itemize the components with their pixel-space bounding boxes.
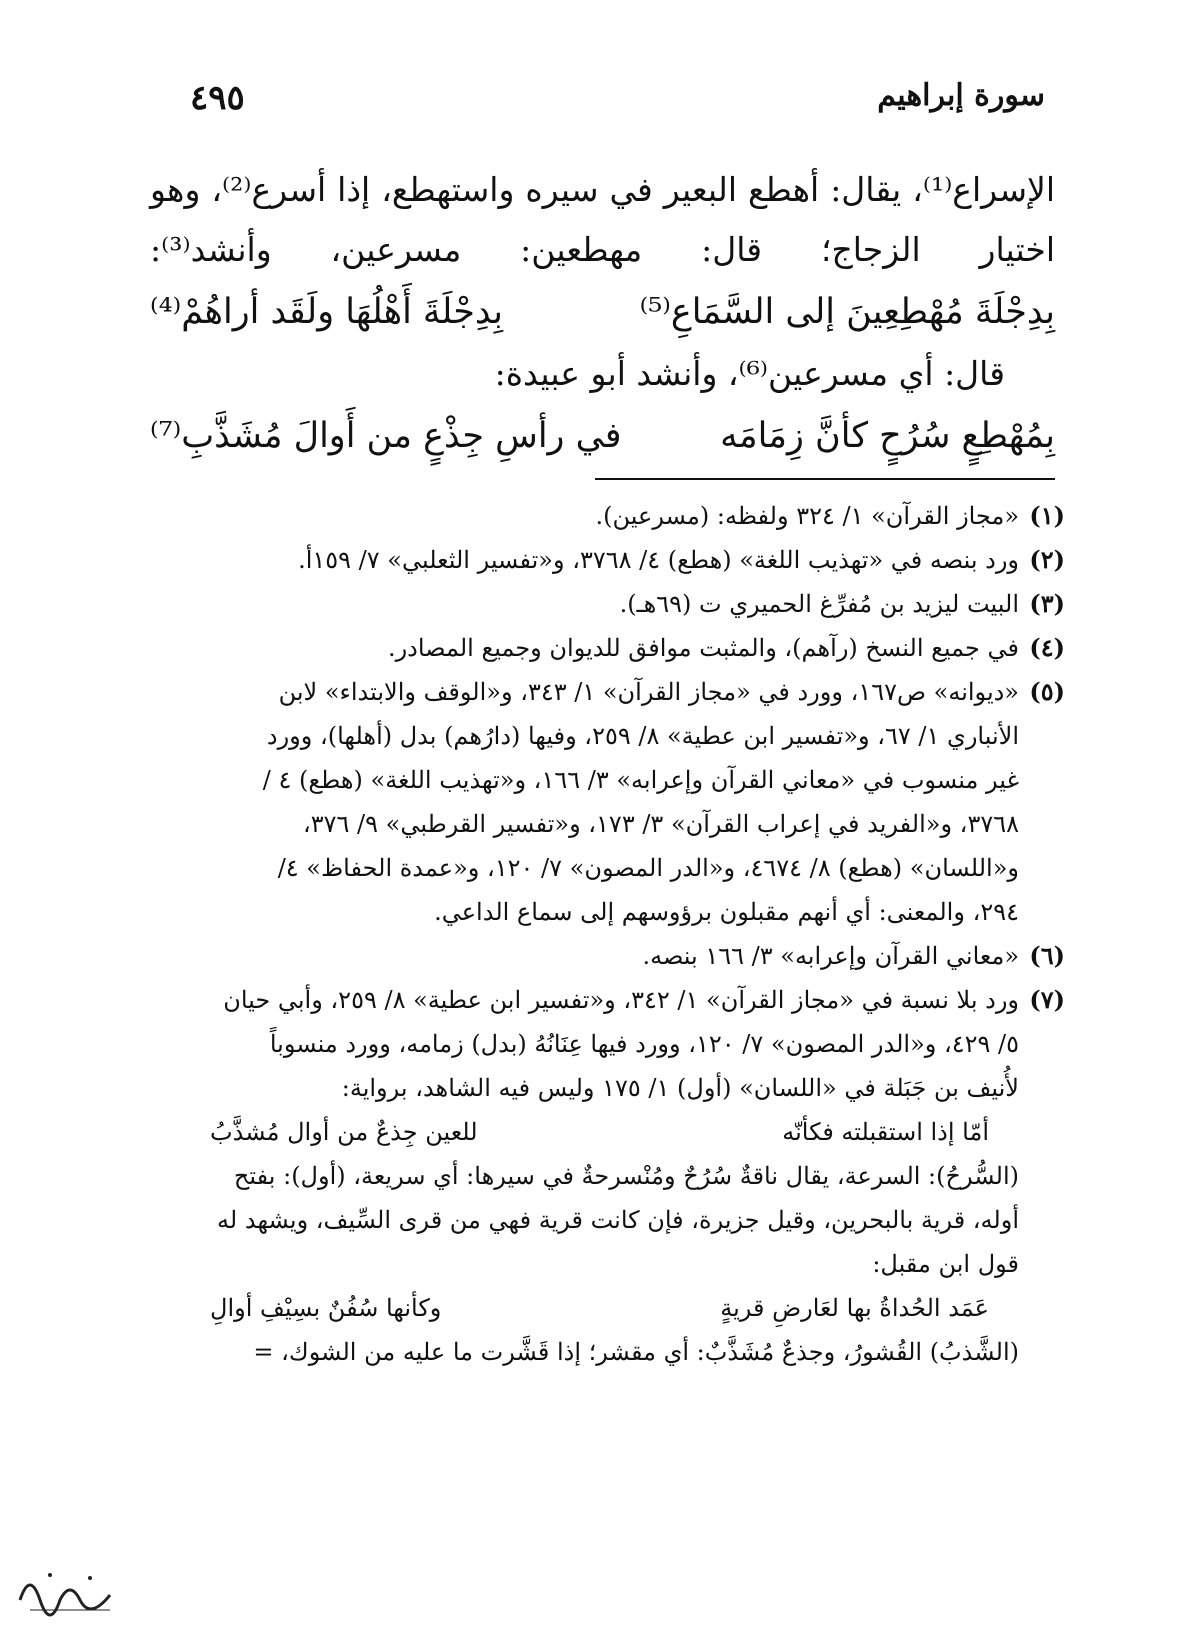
footnote-text: في جميع النسخ (رآهم)، والمثبت موافق للديوان وجميع المصادر. — [387, 634, 1019, 662]
footnote-text: الأنباري ١/ ٦٧، و«تفسير ابن عطية» ٨/ ٢٥٩، وفيها (دارُهم) بدل (أهلها)، وورد — [266, 722, 1019, 750]
footnote-verse-2 — [150, 1286, 1019, 1330]
footnotes — [150, 494, 1065, 1374]
verse-2-second-hemistich: في رأسِ جِذْعٍ من أَوالَ مُشَذَّبِ⁽⁷⁾ — [150, 416, 622, 456]
footnote-text: غير منسوب في «معاني القرآن وإعرابه» ٣/ ١٦٦، و«تهذيب اللغة» (هطع) ٤ / — [262, 766, 1019, 794]
footnote-verse — [150, 1110, 1019, 1154]
footnote-text: ورد بنصه في «تهذيب اللغة» (هطع) ٤/ ٣٧٦٨، و«تفسير الثعلبي» ٧/ ١٥٩أ. — [298, 546, 1019, 574]
footnote-text: «مجاز القرآن» ١/ ٣٢٤ ولفظه: (مسرعين). — [595, 502, 1019, 530]
footnote-verse-first-hemistich: أمّا إذا استقبلته فكأنّه — [782, 1118, 989, 1146]
footnote-text: أوله، قرية بالبحرين، وقيل جزيرة، فإن كانت قرية فهي من قرى السِّيف، ويشهد له — [217, 1206, 1019, 1234]
footnote-number: (٢) — [1029, 545, 1065, 574]
verse-2-first-hemistich: بِمُهْطِعٍ سُرُحٍ كأنَّ زِمَامَه — [720, 416, 1055, 456]
main-text — [150, 160, 1055, 468]
footnote-text: (الشَّذبُ) القُشورُ، وجذعٌ مُشَذَّبٌ: أي مقشر؛ إذا قَشَّرت ما عليه من الشوك، = — [253, 1338, 1019, 1366]
footnote-verse-second-hemistich: وكأنها سُفُنٌ بسِيْفِ أوالِ — [210, 1294, 442, 1322]
library-logo-icon — [10, 1550, 130, 1630]
footnote-text: «معاني القرآن وإعرابه» ٣/ ١٦٦ بنصه. — [642, 942, 1019, 970]
footnote-3 — [150, 582, 1065, 626]
verse-1 — [150, 280, 1055, 344]
footnote-text: لأُنيف بن جَبَلة في «اللسان» (أول) ١/ ١٧٥ وليس فيه الشاهد، برواية: — [341, 1074, 1019, 1102]
footnote-text: قول ابن مقبل: — [872, 1250, 1019, 1278]
verse-2 — [150, 404, 1055, 468]
footnote-text: (السُّرحُ): السرعة، يقال ناقةٌ سُرُحٌ ومُنْسرحةٌ في سيرها: أي سريعة، (أول): بفتح — [233, 1162, 1019, 1190]
footnote-text: و«اللسان» (هطع) ٨/ ٤٦٧٤، و«الدر المصون» ٧/ ١٢٠، و«عمدة الحفاظ» ٤/ — [277, 854, 1019, 882]
page-number: ٤٩٥ — [190, 78, 245, 118]
text-line-3: قال: أي مسرعين⁽⁶⁾، وأنشد أبو عبيدة: — [494, 354, 1005, 393]
text-line-2: اختيار الزجاج؛ قال: مهطعين: مسرعين، وأنشد⁽³⁾: — [150, 230, 1055, 269]
footnote-7 — [150, 978, 1065, 1374]
footnote-number: (٤) — [1029, 633, 1065, 662]
verse-1-second-hemistich: بِدِجْلَةَ أَهْلُهَا ولَقَد أراهُمْ⁽⁴⁾ — [150, 292, 504, 332]
footnote-4 — [150, 626, 1065, 670]
footnote-6 — [150, 934, 1065, 978]
footnote-number: (٧) — [1029, 985, 1065, 1014]
footnote-text: ورد بلا نسبة في «مجاز القرآن» ١/ ٣٤٢، و«تفسير ابن عطية» ٨/ ٢٥٩، وأبي حيان — [223, 986, 1019, 1014]
footnote-number: (٥) — [1029, 677, 1065, 706]
surah-title: سورة إبراهيم — [877, 78, 1045, 113]
footnote-text: «ديوانه» ص١٦٧، وورد في «مجاز القرآن» ١/ ٣٤٣، و«الوقف والابتداء» لابن — [278, 678, 1019, 706]
footnote-verse-first-hemistich: عَمَد الحُداةُ بها لعَارضِ قريةٍ — [720, 1294, 989, 1322]
text-line-1: الإسراع⁽¹⁾، يقال: أهطع البعير في سيره واستهطع، إذا أسرع⁽²⁾، وهو — [150, 170, 1056, 209]
footnote-number: (١) — [1029, 501, 1065, 530]
footnote-2 — [150, 538, 1065, 582]
footnote-text: ٣٧٦٨، و«الفريد في إعراب القرآن» ٣/ ١٧٣، و«تفسير القرطبي» ٩/ ٣٧٦، — [302, 810, 1019, 838]
footnote-text: البيت ليزيد بن مُفرِّغ الحميري ت (٦٩هـ). — [619, 590, 1019, 618]
footnote-verse-second-hemistich: للعين جِذعٌ من أوال مُشذَّبُ — [210, 1118, 478, 1146]
footnote-number: (٣) — [1029, 589, 1065, 618]
footnote-number: (٦) — [1029, 941, 1065, 970]
footnote-text: ٥/ ٤٢٩، و«الدر المصون» ٧/ ١٢٠، وورد فيها عِنَانُهُ (بدل) زمامه، وورد منسوباً — [269, 1030, 1019, 1058]
page-header — [190, 78, 1045, 128]
footnote-1 — [150, 494, 1065, 538]
verse-1-first-hemistich: بِدِجْلَةَ مُهْطِعِينَ إلى السَّمَاعِ⁽⁵⁾ — [639, 292, 1055, 332]
footnote-text: ٢٩٤، والمعنى: أي أنهم مقبلون برؤوسهم إلى سماع الداعي. — [434, 898, 1019, 926]
footnote-divider — [595, 478, 1055, 480]
footnote-5 — [150, 670, 1065, 934]
